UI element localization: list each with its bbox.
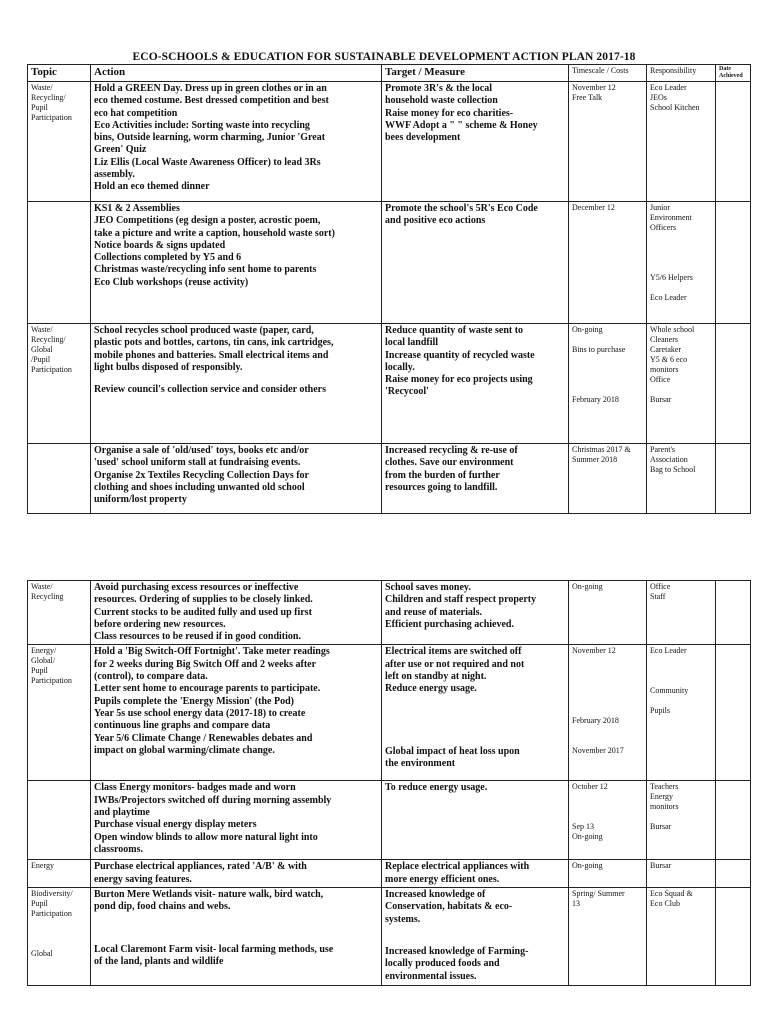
cell-line bbox=[94, 374, 378, 384]
topic-cell bbox=[28, 645, 91, 781]
cell-line: before ordering new resources. bbox=[94, 618, 226, 630]
cell-line: monitors bbox=[650, 365, 679, 374]
cell-line: Promote 3R's & the local bbox=[385, 83, 493, 94]
cell-line: the environment bbox=[385, 757, 456, 769]
cell-line bbox=[650, 233, 712, 243]
cell-line bbox=[31, 919, 87, 929]
target-measure-cell bbox=[382, 444, 569, 514]
cell-line: School recycles school produced waste (paper, card, bbox=[94, 325, 314, 336]
cell-line: Conservation, habitats & eco- bbox=[385, 901, 513, 913]
cell-line: eco themed costume. Best dressed competition and best bbox=[94, 95, 329, 107]
cell-line: pond dip, food chains and webs. bbox=[94, 901, 231, 913]
cell-line bbox=[94, 934, 378, 944]
cell-line: left on standby at night. bbox=[385, 671, 487, 683]
cell-line: Pupils bbox=[650, 706, 671, 716]
timescale-cell bbox=[569, 781, 647, 860]
action-plan-table-1 bbox=[27, 64, 751, 514]
cell-line: monitors bbox=[650, 802, 679, 812]
cell-line: after use or not required and not bbox=[385, 658, 525, 670]
cell-line bbox=[650, 676, 712, 686]
cell-line: Class Energy monitors- badges made and worn bbox=[94, 782, 296, 794]
date-achieved-cell bbox=[716, 82, 751, 202]
action-cell bbox=[91, 82, 382, 202]
cell-line: Environment bbox=[650, 213, 692, 222]
cell-line: JEO Competitions (eg design a poster, acrostic poem, bbox=[94, 215, 321, 227]
cell-line: Eco Leader bbox=[650, 293, 687, 302]
cell-line: Review council's collection service and consider others bbox=[94, 384, 327, 396]
header-responsibility: Responsibility bbox=[647, 65, 716, 82]
cell-line: Spring/ Summer bbox=[572, 889, 625, 899]
table-row bbox=[28, 202, 751, 324]
date-achieved-cell bbox=[716, 324, 751, 444]
cell-line: and positive eco actions bbox=[385, 215, 486, 227]
cell-line: Summer 2018 bbox=[572, 455, 618, 464]
cell-line bbox=[572, 365, 643, 375]
cell-line: Collections completed by Y5 and 6 bbox=[94, 252, 242, 264]
cell-line: February 2018 bbox=[572, 395, 619, 404]
cell-line bbox=[385, 726, 565, 736]
cell-line: School Kitchen bbox=[650, 103, 700, 112]
cell-line: Caretaker bbox=[650, 345, 682, 354]
cell-line: and playtime bbox=[94, 807, 150, 819]
cell-line bbox=[31, 929, 87, 939]
cell-line: Hold a 'Big Switch-Off Fortnight'. Take meter readings bbox=[94, 646, 330, 658]
action-cell bbox=[91, 781, 382, 860]
cell-line: take a picture and write a caption, household waste sort) bbox=[94, 227, 335, 239]
header-action: Action bbox=[91, 65, 382, 82]
cell-line bbox=[572, 676, 643, 686]
cell-line: Cleaners bbox=[650, 335, 678, 344]
cell-line bbox=[572, 812, 643, 822]
cell-line: Participation bbox=[31, 365, 72, 374]
cell-line: IWBs/Projectors switched off during morning assembly bbox=[94, 794, 332, 806]
cell-line: Waste/ bbox=[31, 582, 53, 591]
cell-line: locally produced foods and bbox=[385, 958, 500, 970]
cell-line bbox=[650, 263, 712, 273]
cell-line: Replace electrical appliances with bbox=[385, 861, 530, 873]
cell-line: Electrical items are switched off bbox=[385, 646, 522, 658]
cell-line bbox=[650, 243, 712, 253]
cell-line: Efficient purchasing achieved. bbox=[385, 618, 514, 630]
cell-line: Eco Leader bbox=[650, 83, 687, 92]
cell-line bbox=[572, 696, 643, 706]
header-timescale: Timescale / Costs bbox=[569, 65, 647, 82]
cell-line: Energy/ bbox=[31, 646, 57, 656]
cell-line bbox=[572, 355, 643, 365]
topic-cell bbox=[28, 888, 91, 986]
cell-line bbox=[650, 696, 712, 706]
topic-cell bbox=[28, 860, 91, 888]
timescale-cell bbox=[569, 324, 647, 444]
cell-line: Energy bbox=[650, 792, 673, 802]
cell-line: Increased knowledge of Farming- bbox=[385, 945, 529, 957]
responsibility-cell bbox=[647, 888, 716, 986]
cell-line: plastic pots and bottles, cartons, tin cans, ink cartridges, bbox=[94, 337, 334, 349]
cell-line: WWF Adopt a " " scheme & Honey bbox=[385, 119, 538, 131]
cell-line: Raise money for eco charities- bbox=[385, 107, 514, 119]
date-achieved-cell bbox=[716, 444, 751, 514]
cell-line: Year 5/6 Climate Change / Renewables debates and bbox=[94, 732, 313, 744]
target-measure-cell bbox=[382, 82, 569, 202]
cell-line: Purchase electrical appliances, rated 'A/B' & with bbox=[94, 861, 307, 873]
cell-line: impact on global warming/climate change. bbox=[94, 744, 275, 756]
action-cell bbox=[91, 324, 382, 444]
cell-line: Eco Squad & bbox=[650, 889, 693, 899]
cell-line: Office bbox=[650, 375, 671, 384]
cell-line: Bins to purchase bbox=[572, 345, 626, 354]
date-achieved-cell bbox=[716, 860, 751, 888]
timescale-cell bbox=[569, 581, 647, 645]
cell-line: classrooms. bbox=[94, 843, 143, 855]
timescale-cell bbox=[569, 82, 647, 202]
cell-line: December 12 bbox=[572, 203, 615, 212]
cell-line: local landfill bbox=[385, 337, 439, 349]
cell-line: bees development bbox=[385, 132, 461, 144]
cell-line: Liz Ellis (Local Waste Awareness Officer) to lead 3Rs bbox=[94, 156, 321, 168]
responsibility-cell bbox=[647, 444, 716, 514]
table-header-row bbox=[28, 65, 751, 82]
header-target: Target / Measure bbox=[382, 65, 569, 82]
cell-line: 13 bbox=[572, 899, 580, 909]
timescale-cell bbox=[569, 860, 647, 888]
cell-line: household waste collection bbox=[385, 95, 498, 107]
cell-line: Participation bbox=[31, 909, 72, 919]
cell-line: February 2018 bbox=[572, 716, 619, 726]
cell-line: for 2 weeks during Big Switch Off and 2 weeks after bbox=[94, 658, 317, 670]
cell-line: On-going bbox=[572, 325, 603, 334]
cell-line: Eco Leader bbox=[650, 646, 687, 656]
responsibility-cell bbox=[647, 860, 716, 888]
timescale-cell bbox=[569, 645, 647, 781]
cell-line: Year 5s use school energy data (2017-18) to create bbox=[94, 707, 306, 719]
cell-line bbox=[572, 706, 643, 716]
cell-line bbox=[31, 939, 87, 949]
responsibility-cell bbox=[647, 781, 716, 860]
cell-line: uniform/lost property bbox=[94, 494, 187, 506]
cell-line: Participation bbox=[31, 113, 72, 122]
cell-line: On-going bbox=[572, 861, 603, 871]
cell-line: Letter sent home to encourage parents to participate. bbox=[94, 683, 321, 695]
cell-line bbox=[572, 656, 643, 666]
cell-line bbox=[94, 924, 378, 934]
action-cell bbox=[91, 888, 382, 986]
date-achieved-cell bbox=[716, 645, 751, 781]
cell-line: November 12 bbox=[572, 646, 616, 656]
action-cell bbox=[91, 444, 382, 514]
topic-cell bbox=[28, 581, 91, 645]
cell-line bbox=[572, 736, 643, 746]
table-row bbox=[28, 860, 751, 888]
cell-line: Notice boards & signs updated bbox=[94, 239, 226, 251]
cell-line: JEOs bbox=[650, 93, 667, 102]
cell-line bbox=[572, 802, 643, 812]
target-measure-cell bbox=[382, 324, 569, 444]
cell-line bbox=[572, 792, 643, 802]
date-achieved-cell bbox=[716, 888, 751, 986]
cell-line: Waste/ bbox=[31, 83, 53, 92]
cell-line: Increased recycling & re-use of bbox=[385, 445, 518, 456]
cell-line: assembly. bbox=[94, 169, 135, 181]
cell-line bbox=[385, 736, 565, 746]
table-row bbox=[28, 781, 751, 860]
cell-line: November 2017 bbox=[572, 746, 624, 756]
cell-line: Community bbox=[650, 686, 689, 696]
cell-line: Increased knowledge of bbox=[385, 889, 486, 901]
cell-line bbox=[572, 666, 643, 676]
target-measure-cell bbox=[382, 581, 569, 645]
cell-line bbox=[572, 686, 643, 696]
cell-line: Reduce quantity of waste sent to bbox=[385, 325, 524, 336]
cell-line: from the burden of further bbox=[385, 469, 500, 481]
cell-line: Class resources to be reused if in good condition. bbox=[94, 631, 301, 643]
responsibility-cell bbox=[647, 581, 716, 645]
cell-line: Biodiversity/ bbox=[31, 889, 73, 899]
target-measure-cell bbox=[382, 781, 569, 860]
cell-line: Pupil bbox=[31, 103, 48, 112]
cell-line: Organise a sale of 'old/used' toys, books etc and/or bbox=[94, 445, 309, 456]
cell-line: eco hat competition bbox=[94, 107, 178, 119]
cell-line: environmental issues. bbox=[385, 970, 477, 982]
cell-line: continuous line graphs and compare data bbox=[94, 720, 271, 732]
action-cell bbox=[91, 860, 382, 888]
table-row bbox=[28, 888, 751, 986]
cell-line: Reduce energy usage. bbox=[385, 683, 477, 695]
cell-line: Raise money for eco projects using bbox=[385, 374, 533, 386]
cell-line: Global bbox=[31, 949, 53, 959]
responsibility-cell bbox=[647, 202, 716, 324]
action-cell bbox=[91, 645, 382, 781]
topic-cell bbox=[28, 781, 91, 860]
cell-line: KS1 & 2 Assemblies bbox=[94, 203, 180, 214]
cell-line: Increase quantity of recycled waste bbox=[385, 349, 535, 361]
cell-line: systems. bbox=[385, 913, 421, 925]
cell-line: Green' Quiz bbox=[94, 144, 147, 156]
cell-line: Junior bbox=[650, 203, 670, 212]
cell-line: mobile phones and batteries. Small electrical items and bbox=[94, 349, 329, 361]
cell-line: 'Recycool' bbox=[385, 386, 429, 398]
cell-line: bins, Outside learning, worm charming, Junior 'Great bbox=[94, 132, 326, 144]
cell-line: Global impact of heat loss upon bbox=[385, 745, 520, 757]
cell-line: Burton Mere Wetlands visit- nature walk, bird watch, bbox=[94, 889, 324, 901]
target-measure-cell bbox=[382, 202, 569, 324]
date-achieved-cell bbox=[716, 202, 751, 324]
cell-line: Bag to School bbox=[650, 465, 696, 474]
cell-line: Waste/ bbox=[31, 325, 53, 334]
cell-line: Promote the school's 5R's Eco Code bbox=[385, 203, 538, 214]
cell-line: To reduce energy usage. bbox=[385, 782, 488, 794]
cell-line: Association bbox=[650, 455, 688, 464]
cell-line: Organise 2x Textiles Recycling Collection Days for bbox=[94, 469, 309, 481]
table-row bbox=[28, 444, 751, 514]
cell-line bbox=[650, 283, 712, 293]
responsibility-cell bbox=[647, 82, 716, 202]
cell-line: Bursar bbox=[650, 822, 672, 832]
cell-line: School saves money. bbox=[385, 582, 471, 593]
action-cell bbox=[91, 202, 382, 324]
cell-line: Purchase visual energy display meters bbox=[94, 819, 257, 831]
cell-line: Y5/6 Helpers bbox=[650, 273, 693, 282]
header-date-achieved: Date Achieved bbox=[716, 65, 751, 82]
cell-line bbox=[650, 656, 712, 666]
cell-line: locally. bbox=[385, 361, 415, 373]
cell-line: November 12 bbox=[572, 83, 616, 92]
cell-line bbox=[650, 385, 712, 395]
cell-line: Teachers bbox=[650, 782, 679, 792]
target-measure-cell bbox=[382, 645, 569, 781]
cell-line: resources. Ordering of supplies to be closely linked. bbox=[94, 594, 313, 606]
cell-line bbox=[650, 253, 712, 263]
cell-line bbox=[572, 375, 643, 385]
cell-line: Current stocks to be audited fully and used up first bbox=[94, 606, 312, 618]
cell-line bbox=[94, 914, 378, 924]
table-row bbox=[28, 324, 751, 444]
cell-line: Parent's bbox=[650, 445, 675, 454]
cell-line: Pupils complete the 'Energy Mission' (the Pod) bbox=[94, 695, 294, 707]
cell-line: Office bbox=[650, 582, 671, 591]
cell-line: Free Talk bbox=[572, 93, 603, 102]
topic-cell bbox=[28, 444, 91, 514]
cell-line: energy saving features. bbox=[94, 873, 192, 885]
target-measure-cell bbox=[382, 888, 569, 986]
cell-line: Avoid purchasing excess resources or ineffective bbox=[94, 582, 299, 593]
cell-line: Whole school bbox=[650, 325, 695, 334]
cell-line: /Pupil bbox=[31, 355, 51, 364]
cell-line: Bursar bbox=[650, 395, 672, 404]
cell-line: (control), to compare data. bbox=[94, 671, 208, 683]
cell-line: On-going bbox=[572, 832, 603, 842]
table-row bbox=[28, 82, 751, 202]
action-plan-table-2 bbox=[27, 580, 751, 986]
cell-line: of the land, plants and wildlife bbox=[94, 955, 224, 967]
cell-line bbox=[572, 385, 643, 395]
cell-line: October 12 bbox=[572, 782, 608, 792]
cell-line bbox=[650, 666, 712, 676]
cell-line bbox=[385, 696, 565, 706]
date-achieved-cell bbox=[716, 781, 751, 860]
cell-line: Recycling/ bbox=[31, 93, 66, 102]
target-measure-cell bbox=[382, 860, 569, 888]
cell-line: Pupil bbox=[31, 666, 48, 676]
table-row bbox=[28, 645, 751, 781]
cell-line: Christmas waste/recycling info sent home to parents bbox=[94, 264, 317, 276]
cell-line: Recycling/ bbox=[31, 335, 66, 344]
cell-line: On-going bbox=[572, 582, 603, 591]
topic-cell bbox=[28, 324, 91, 444]
cell-line: Sep 13 bbox=[572, 822, 594, 832]
cell-line: Hold an eco themed dinner bbox=[94, 181, 210, 193]
cell-line bbox=[385, 706, 565, 716]
cell-line: Eco Club workshops (reuse activity) bbox=[94, 276, 249, 288]
cell-line: clothes. Save our environment bbox=[385, 457, 514, 469]
cell-line bbox=[385, 716, 565, 726]
cell-line: Eco Club bbox=[650, 899, 680, 909]
cell-line bbox=[385, 936, 565, 946]
cell-line: Hold a GREEN Day. Dress up in green clothes or in an bbox=[94, 83, 327, 94]
cell-line: and reuse of materials. bbox=[385, 606, 483, 618]
cell-line: more energy efficient ones. bbox=[385, 873, 500, 885]
cell-line: Global/ bbox=[31, 656, 55, 666]
cell-line: Local Claremont Farm visit- local farming methods, use bbox=[94, 943, 334, 955]
action-cell bbox=[91, 581, 382, 645]
cell-line: Global bbox=[31, 345, 53, 354]
cell-line: resources going to landfill. bbox=[385, 481, 498, 493]
cell-line: Christmas 2017 & bbox=[572, 445, 631, 454]
date-achieved-cell bbox=[716, 581, 751, 645]
document-title: ECO-SCHOOLS & EDUCATION FOR SUSTAINABLE DEVELOPMENT ACTION PLAN 2017-18 bbox=[132, 51, 636, 63]
cell-line bbox=[650, 812, 712, 822]
cell-line: Energy bbox=[31, 861, 54, 871]
cell-line bbox=[385, 926, 565, 936]
table-row bbox=[28, 581, 751, 645]
cell-line bbox=[572, 335, 643, 345]
cell-line: clothing and shoes including unwanted old school bbox=[94, 481, 305, 493]
responsibility-cell bbox=[647, 645, 716, 781]
cell-line: Recycling bbox=[31, 592, 64, 601]
cell-line: Eco Activities include: Sorting waste into recycling bbox=[94, 119, 310, 131]
timescale-cell bbox=[569, 202, 647, 324]
cell-line: Pupil bbox=[31, 899, 48, 909]
responsibility-cell bbox=[647, 324, 716, 444]
header-topic: Topic bbox=[28, 65, 91, 82]
cell-line: Open window blinds to allow more natural light into bbox=[94, 831, 318, 843]
cell-line: 'used' school uniform stall at fundraising events. bbox=[94, 457, 301, 469]
timescale-cell bbox=[569, 888, 647, 986]
cell-line: Children and staff respect property bbox=[385, 594, 537, 606]
cell-line: Participation bbox=[31, 676, 72, 686]
cell-line: Y5 & 6 eco bbox=[650, 355, 688, 364]
cell-line: Bursar bbox=[650, 861, 672, 871]
cell-line: Staff bbox=[650, 592, 666, 601]
cell-line: Officers bbox=[650, 223, 677, 232]
cell-line: light bulbs disposed of responsibly. bbox=[94, 361, 243, 373]
topic-cell bbox=[28, 202, 91, 324]
cell-line bbox=[572, 726, 643, 736]
timescale-cell bbox=[569, 444, 647, 514]
topic-cell bbox=[28, 82, 91, 202]
